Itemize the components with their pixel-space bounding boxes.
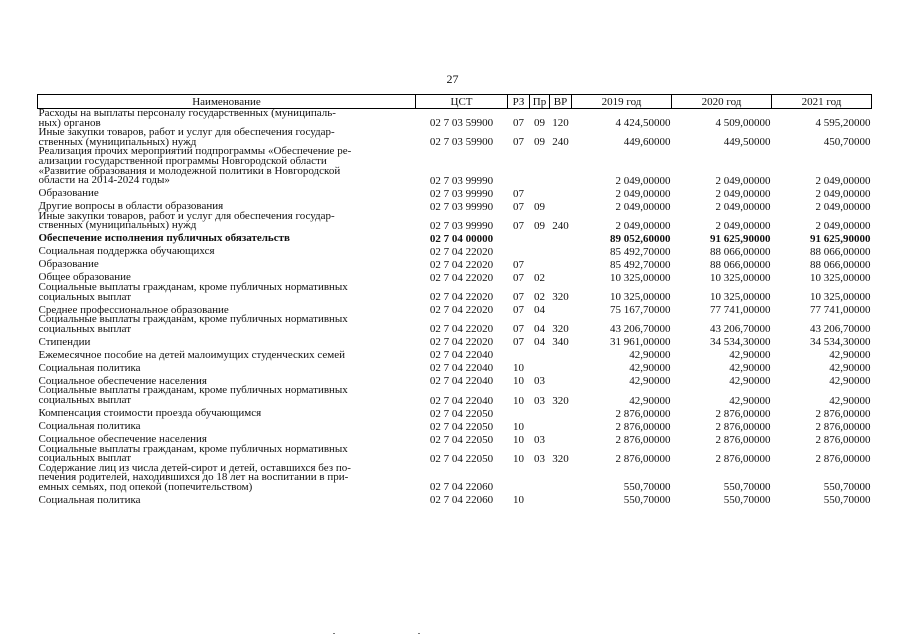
row-value-2020: 42,90000 [729,375,771,388]
row-name: Социальная политика [38,419,141,432]
row-rz [508,147,530,185]
row-value-2021: 2 876,00000 [815,433,871,446]
row-value-2019: 2 876,00000 [615,433,671,446]
row-value-2019: 42,90000 [629,394,671,407]
row-value-2019: 2 049,00000 [615,174,671,187]
table-row [38,334,872,347]
row-cst: 02 7 03 99990 [429,174,494,187]
row-name: Иные закупки товаров, работ и услуг для обеспечения государ- ственных (муниципальных) нужд [38,209,335,232]
row-value-2020: 449,50000 [723,136,771,149]
row-value-2019: 43 206,70000 [610,323,671,336]
row-name: Социальное обеспечение населения [38,374,207,387]
row-vr [550,199,572,212]
row-pr [530,347,550,360]
row-rz: 07 [513,136,524,149]
row-name: Реализация прочих мероприятий подпрограммы «Обеспечение ре- ализации государственной программы Новгородской области «Развитие образования и молодежной политики в Новгородской области на 2014-2024 годы» [38,145,352,187]
row-pr: 04 [534,304,545,317]
row-value-2020: 10 325,00000 [710,291,771,304]
row-rz: 10 [513,452,524,465]
row-rz: 07 [513,323,524,336]
row-vr [550,147,572,185]
row-cst: 02 7 03 99990 [429,187,494,200]
row-value-2020: 42,90000 [729,394,771,407]
row-name: Расходы на выплаты персоналу государственных (муниципаль- ных) органов [38,107,336,129]
row-vr [550,347,572,360]
row-value-2019: 42,90000 [629,349,671,362]
row-cst: 02 7 04 22020 [429,245,494,258]
row-value-2021: 88 066,00000 [810,258,871,271]
row-rz: 10 [513,362,524,375]
table-row [38,244,872,257]
row-name: Социальная поддержка обучающихся [38,245,215,258]
row-value-2020: 2 876,00000 [715,420,771,433]
row-cst: 02 7 04 22060 [429,494,494,507]
row-rz [508,231,530,244]
row-value-2020: 91 625,90000 [710,232,771,245]
table-row [38,347,872,360]
row-value-2020: 550,70000 [723,494,771,507]
row-value-2021: 10 325,00000 [810,271,871,284]
row-rz [508,406,530,419]
row-rz: 07 [513,291,524,304]
row-cst: 02 7 04 22050 [429,420,494,433]
scan-artifact [418,633,420,634]
row-value-2021: 10 325,00000 [810,291,871,304]
row-value-2020: 88 066,00000 [710,245,771,258]
row-name: Социальные выплаты гражданам, кроме публичных нормативных социальных выплат [38,384,348,406]
row-value-2019: 2 049,00000 [615,200,671,213]
row-rz: 07 [513,258,524,271]
row-cst: 02 7 03 99990 [429,200,494,213]
row-value-2019: 4 424,50000 [615,117,671,130]
row-name: Образование [38,258,99,271]
row-name: Среднее профессиональное образование [38,303,229,316]
row-pr: 09 [534,117,545,130]
row-cst: 02 7 03 59900 [429,136,494,149]
row-vr [550,373,572,386]
row-value-2019: 31 961,00000 [610,336,671,349]
row-name: Социальная политика [38,361,141,374]
row-value-2020: 4 509,00000 [715,117,771,130]
row-name: Общее образование [38,271,131,284]
header-name: Наименование [38,95,416,109]
row-value-2021: 2 049,00000 [815,200,871,213]
row-value-2021: 2 876,00000 [815,407,871,420]
table-row [38,360,872,373]
table-row [38,445,872,464]
row-vr [550,492,572,505]
row-value-2020: 2 049,00000 [715,219,771,232]
row-name: Содержание лиц из числа детей-сирот и детей, оставшихся без по- печения родителей, находившихся до 18 лет на воспитании в при- емных семьях, под опекой (попечительством) [38,461,351,493]
row-vr [550,464,572,493]
row-name: Социальные выплаты гражданам, кроме публичных нормативных социальных выплат [38,313,348,335]
row-rz: 07 [513,336,524,349]
row-vr [550,244,572,257]
row-cst: 02 7 04 22060 [429,481,494,494]
row-cst: 02 7 03 99990 [429,219,494,232]
table-row [38,257,872,270]
row-value-2020: 550,70000 [723,481,771,494]
table-row [38,419,872,432]
row-pr [530,147,550,185]
table-row [38,492,872,505]
row-pr: 04 [534,336,545,349]
row-value-2021: 550,70000 [823,494,871,507]
row-pr: 03 [534,375,545,388]
row-pr [530,464,550,493]
row-value-2019: 2 049,00000 [615,187,671,200]
row-name: Компенсация стоимости проезда обучающимся [38,406,262,419]
row-pr [530,257,550,270]
row-value-2021: 450,70000 [823,136,871,149]
row-pr [530,419,550,432]
row-value-2020: 42,90000 [729,362,771,375]
row-value-2021: 42,90000 [829,349,871,362]
row-pr [530,186,550,199]
row-name: Социальная политика [38,493,141,506]
row-value-2019: 550,70000 [623,494,671,507]
row-pr [530,406,550,419]
row-value-2019: 550,70000 [623,481,671,494]
header-pr: Пр [530,95,550,109]
header-2021: 2021 год [772,95,872,109]
row-rz [508,464,530,493]
row-pr: 04 [534,323,545,336]
row-value-2019: 42,90000 [629,375,671,388]
row-vr [550,419,572,432]
row-value-2020: 43 206,70000 [710,323,771,336]
row-value-2019: 449,60000 [623,136,671,149]
row-value-2020: 2 876,00000 [715,407,771,420]
row-pr [530,360,550,373]
row-name: Социальное обеспечение населения [38,432,207,445]
row-value-2021: 4 595,20000 [815,117,871,130]
row-vr: 320 [552,452,569,465]
row-value-2021: 550,70000 [823,481,871,494]
row-value-2020: 2 049,00000 [715,174,771,187]
row-name: Другие вопросы в области образования [38,200,224,213]
row-rz: 07 [513,200,524,213]
row-pr: 09 [534,200,545,213]
row-value-2019: 2 876,00000 [615,407,671,420]
row-vr [550,406,572,419]
row-vr [550,432,572,445]
row-value-2021: 2 876,00000 [815,420,871,433]
row-value-2020: 2 049,00000 [715,187,771,200]
table-row [38,231,872,244]
row-rz: 10 [513,433,524,446]
row-value-2021: 43 206,70000 [810,323,871,336]
row-cst: 02 7 04 22050 [429,433,494,446]
row-cst: 02 7 04 22020 [429,336,494,349]
row-value-2019: 42,90000 [629,362,671,375]
row-pr: 03 [534,452,545,465]
row-value-2019: 10 325,00000 [610,271,671,284]
row-rz: 10 [513,375,524,388]
row-rz: 07 [513,219,524,232]
row-value-2021: 42,90000 [829,362,871,375]
row-value-2019: 85 492,70000 [610,258,671,271]
row-rz [508,347,530,360]
row-value-2021: 2 049,00000 [815,187,871,200]
row-name: Обеспечение исполнения публичных обязательств [38,232,290,245]
row-cst: 02 7 04 22020 [429,258,494,271]
table-row [38,406,872,419]
row-value-2020: 77 741,00000 [710,304,771,317]
row-pr [530,244,550,257]
row-value-2020: 10 325,00000 [710,271,771,284]
row-vr: 340 [552,336,569,349]
row-rz [508,244,530,257]
header-rz: РЗ [508,95,530,109]
row-name: Социальные выплаты гражданам, кроме публичных нормативных социальных выплат [38,442,348,465]
row-vr: 320 [552,394,569,407]
row-value-2019: 2 049,00000 [615,219,671,232]
row-value-2021: 91 625,90000 [810,232,871,245]
row-rz: 10 [513,394,524,407]
row-cst: 02 7 04 22020 [429,304,494,317]
row-name: Образование [38,187,99,200]
row-vr [550,270,572,283]
row-pr [530,231,550,244]
row-value-2020: 2 876,00000 [715,452,771,465]
row-value-2021: 42,90000 [829,394,871,407]
row-name: Социальные выплаты гражданам, кроме публичных нормативных социальных выплат [38,280,348,303]
row-value-2019: 89 052,60000 [610,232,671,245]
row-value-2021: 88 066,00000 [810,245,871,258]
row-pr: 09 [534,136,545,149]
row-pr: 03 [534,394,545,407]
row-value-2020: 42,90000 [729,349,771,362]
row-value-2020: 2 049,00000 [715,200,771,213]
header-2020: 2020 год [672,95,772,109]
row-cst: 02 7 04 22040 [429,394,494,407]
row-pr [530,492,550,505]
row-vr: 240 [552,136,569,149]
row-value-2021: 42,90000 [829,375,871,388]
row-value-2021: 77 741,00000 [810,304,871,317]
table-row [38,315,872,334]
budget-table [37,94,872,505]
header-2019: 2019 год [572,95,672,109]
row-rz: 07 [513,271,524,284]
row-vr: 320 [552,291,569,304]
row-pr: 09 [534,219,545,232]
row-vr: 320 [552,323,569,336]
row-rz: 10 [513,494,524,507]
row-cst: 02 7 04 22040 [429,362,494,375]
table-row [38,147,872,185]
row-name: Ежемесячное пособие на детей малоимущих студенческих семей [38,348,345,361]
row-vr [550,302,572,315]
row-pr: 02 [534,291,545,304]
row-cst: 02 7 04 00000 [429,232,494,245]
row-cst: 02 7 04 22040 [429,375,494,388]
row-vr: 120 [552,117,569,130]
table-row [38,283,872,302]
row-vr [550,186,572,199]
row-value-2019: 2 876,00000 [615,452,671,465]
row-value-2019: 10 325,00000 [610,291,671,304]
row-name: Иные закупки товаров, работ и услуг для обеспечения государ- ственных (муниципальных) нужд [38,126,335,148]
table-row [38,386,872,405]
row-cst: 02 7 04 22050 [429,452,494,465]
row-vr [550,257,572,270]
page-number: 27 [446,72,459,86]
row-value-2019: 2 876,00000 [615,420,671,433]
row-value-2021: 2 876,00000 [815,452,871,465]
row-value-2020: 2 876,00000 [715,433,771,446]
row-value-2020: 88 066,00000 [710,258,771,271]
table-row [38,464,872,493]
row-rz: 07 [513,304,524,317]
header-cst: ЦСТ [416,95,508,109]
table-row [38,212,872,231]
row-rz: 07 [513,117,524,130]
row-cst: 02 7 03 59900 [429,117,494,130]
row-cst: 02 7 04 22020 [429,323,494,336]
row-value-2021: 2 049,00000 [815,219,871,232]
row-value-2021: 2 049,00000 [815,174,871,187]
row-cst: 02 7 04 22020 [429,291,494,304]
table-body [38,109,872,506]
row-vr: 240 [552,219,569,232]
row-vr [550,231,572,244]
row-vr [550,360,572,373]
row-pr: 03 [534,433,545,446]
row-value-2020: 34 534,30000 [710,336,771,349]
row-rz: 07 [513,187,524,200]
row-value-2019: 85 492,70000 [610,245,671,258]
table-row [38,186,872,199]
row-cst: 02 7 04 22050 [429,407,494,420]
row-cst: 02 7 04 22040 [429,349,494,362]
row-name: Стипендии [38,335,91,348]
row-cst: 02 7 04 22020 [429,271,494,284]
header-vr: ВР [550,95,572,109]
scan-artifact [333,633,335,634]
row-rz: 10 [513,420,524,433]
row-value-2021: 34 534,30000 [810,336,871,349]
row-value-2019: 75 167,70000 [610,304,671,317]
row-pr: 02 [534,271,545,284]
